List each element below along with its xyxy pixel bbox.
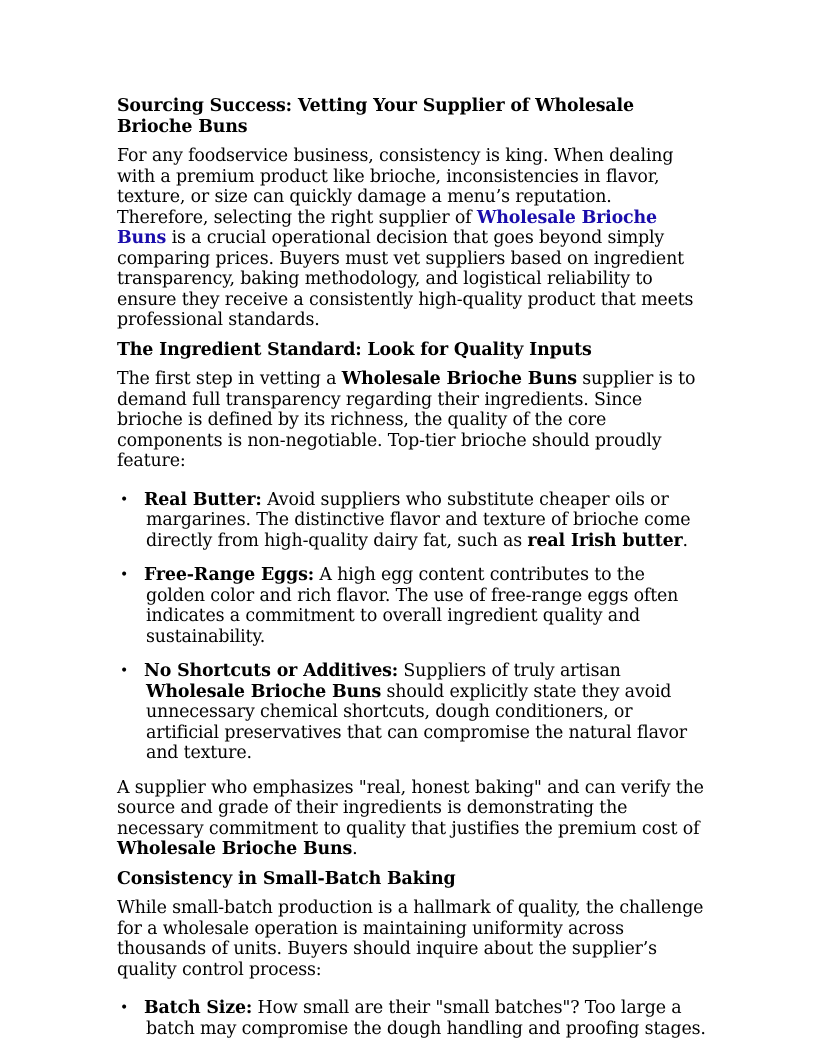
bullet-icon: • (120, 1000, 129, 1016)
bullet-icon: • (120, 567, 129, 583)
article-title: Sourcing Success: Vetting Your Supplier of Wholesale Brioche Buns (117, 96, 634, 137)
list-item (117, 661, 707, 764)
wholesale-brioche-buns-link[interactable]: Wholesale Brioche Buns (117, 207, 657, 248)
document-page (117, 96, 707, 1053)
list-item-text: Avoid suppliers who substitute cheaper oils or margarines. The distinctive flavor and texture of brioche come directly from high-quality dairy fat, such as (146, 489, 691, 551)
bullet-icon: • (120, 663, 129, 679)
consistency-list (117, 998, 707, 1039)
list-item-text: A high egg content contributes to the golden color and rich flavor. The use of free-range eggs often indicates a commitment to overall ingredient quality and sustainability. (146, 565, 679, 647)
ingredients-paragraph (117, 369, 707, 472)
bullet-icon: • (120, 491, 129, 508)
list-item-label: Real Butter: (144, 489, 262, 510)
closing-text: A supplier who emphasizes "real, honest baking" and can verify the source and grade of their ingredients is demonstrating the necessary commitment to quality that justifies the premium cost of (117, 777, 704, 839)
list-item-end: . (682, 530, 688, 551)
list-item-text-cont: should explicitly state they avoid unnecessary chemical shortcuts, dough conditioners, or artificial preservatives that can compromise the natural flavor and texture. (146, 681, 687, 763)
closing-bold: Wholesale Brioche Buns (117, 839, 353, 859)
para-bold: Wholesale Brioche Buns (341, 369, 577, 389)
list-item-text: How small are their "small batches"? Too large a batch may compromise the dough handling and proofing stages. (146, 998, 706, 1039)
consistency-paragraph: While small-batch production is a hallmark of quality, the challenge for a wholesale operation is maintaining uniformity across thousands of units. Buyers should inquire about the supplier’s quality control process: (117, 898, 704, 980)
list-item-bold: real Irish butter (527, 530, 683, 551)
intro-paragraph (117, 146, 707, 331)
closing-end: . (352, 839, 358, 859)
closing-paragraph (117, 778, 707, 860)
list-item-label: Batch Size: (144, 998, 253, 1018)
para-text: The first step in vetting a (117, 369, 342, 389)
list-item (117, 998, 707, 1039)
section-heading-ingredients: The Ingredient Standard: Look for Quality Inputs (117, 339, 592, 360)
para-text-cont: supplier is to demand full transparency regarding their ingredients. Since brioche is defined by its richness, the quality of the core components is non-negotiable. Top-tier brioche should proudly feature: (117, 369, 696, 471)
list-item-bold: Wholesale Brioche Buns (146, 681, 382, 702)
list-item (117, 565, 707, 647)
intro-text: For any foodservice business, consistency is king. When dealing with a premium product like brioche, inconsistencies in flavor, texture, or size can quickly damage a menu’s reputation. Therefore, selecting the right supplier of (117, 146, 674, 228)
section-heading-consistency: Consistency in Small-Batch Baking (117, 868, 456, 889)
list-item-label: No Shortcuts or Additives: (144, 661, 399, 681)
list-item (117, 490, 707, 552)
ingredients-list (117, 490, 707, 764)
list-item-label: Free-Range Eggs: (144, 565, 314, 585)
intro-text-cont: is a crucial operational decision that goes beyond simply comparing prices. Buyers must vet suppliers based on ingredient transparency, baking methodology, and logistical reliability to ensure they receive a consistently high-quality product that meets professional standards. (117, 228, 694, 330)
list-item-text: Suppliers of truly artisan (398, 661, 621, 681)
